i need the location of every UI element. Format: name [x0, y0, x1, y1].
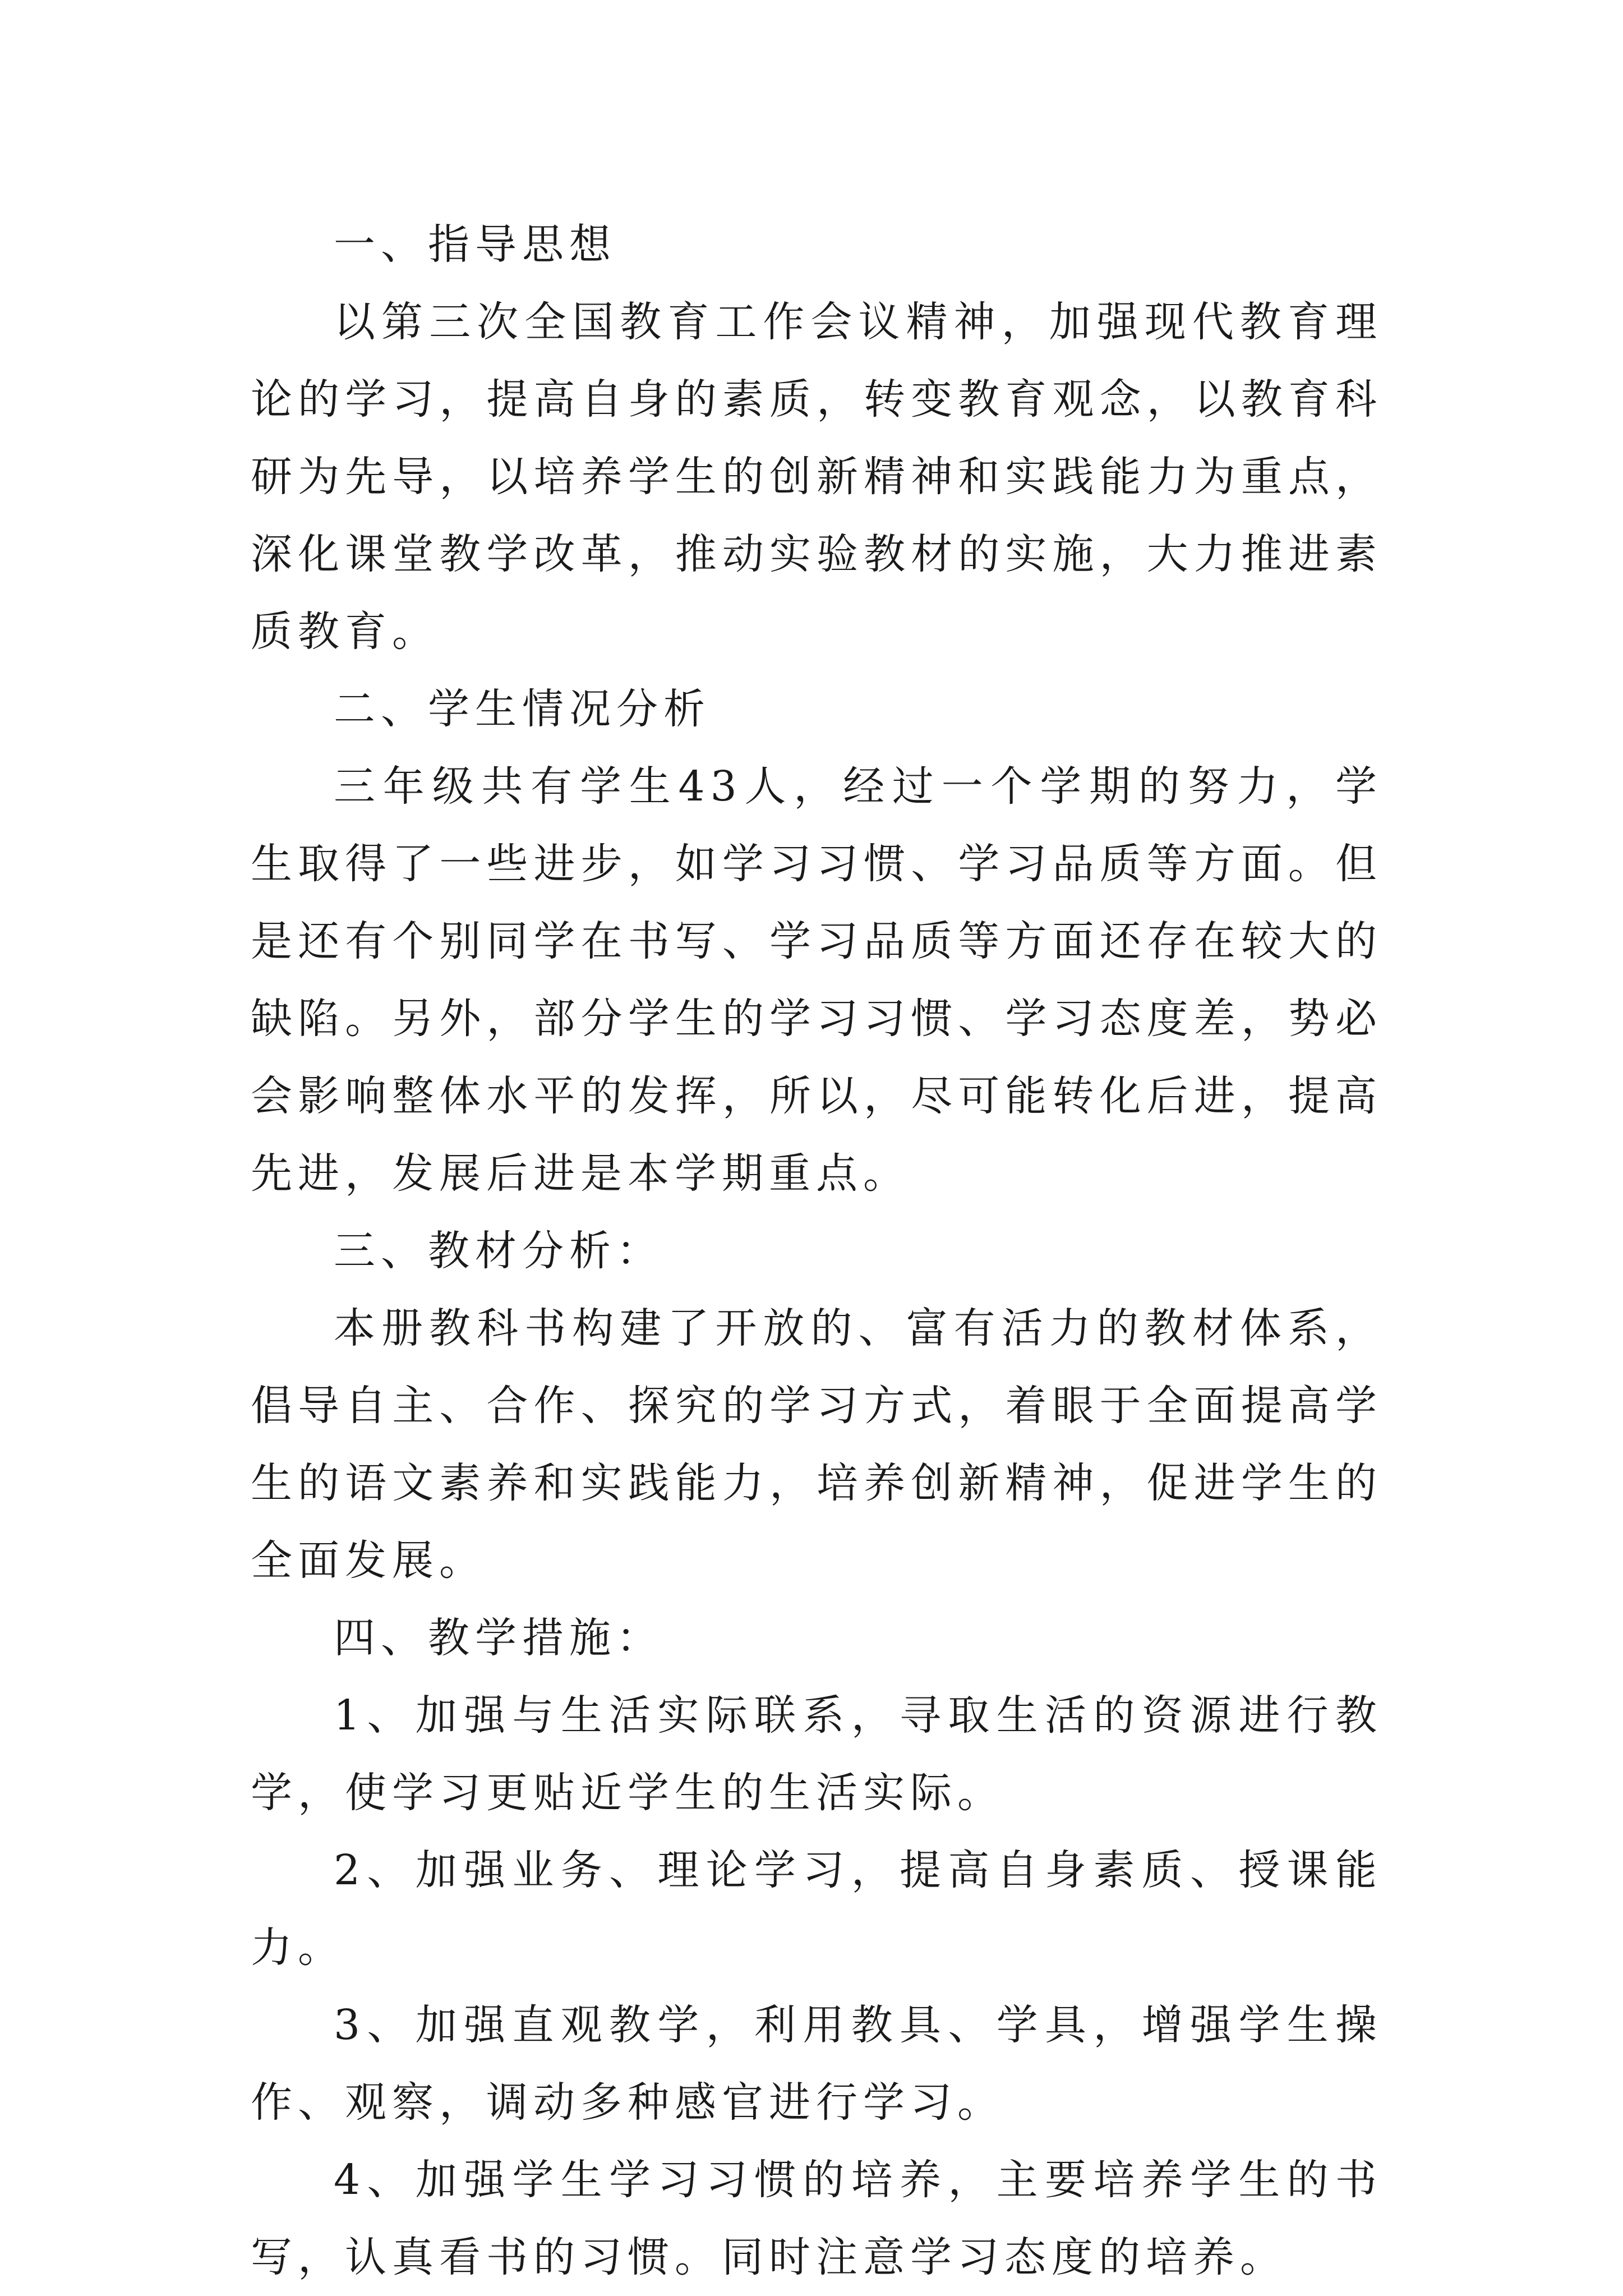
- paragraph-textbook-analysis: 本册教科书构建了开放的、富有活力的教材体系，倡导自主、合作、探究的学习方式，着眼于全面提高学生的语文素养和实践能力，培养创新精神，促进学生的全面发展。: [251, 1304, 1382, 1585]
- section-heading-textbook-analysis: 三、教材分析：: [334, 1227, 663, 1275]
- section-heading-guiding-ideology: 一、指导思想: [334, 220, 616, 269]
- measure-item-3: 3、加强直观教学，利用教具、学具，增强学生操作、观察，调动多种感官进行学习。: [251, 2001, 1382, 2127]
- section-heading-student-analysis: 二、学生情况分析: [334, 685, 711, 733]
- measure-item-1: 1、加强与生活实际联系，寻取生活的资源进行教学，使学习更贴近学生的生活实际。: [251, 1691, 1382, 1817]
- section-heading-teaching-measures: 四、教学措施：: [334, 1614, 663, 1662]
- document-body: [251, 206, 1382, 2296]
- paragraph-student-analysis: 三年级共有学生43人，经过一个学期的努力，学生取得了一些进步，如学习习惯、学习品质等方面。但是还有个别同学在书写、学习品质等方面还存在较大的缺陷。另外，部分学生的学习习惯、学习态度差，势必会影响整体水平的发挥，所以，尽可能转化后进，提高先进，发展后进是本学期重点。: [251, 762, 1382, 1198]
- measure-item-4: 4、加强学生学习习惯的培养，主要培养学生的书写，认真看书的习惯。同时注意学习态度的培养。: [251, 2156, 1382, 2281]
- paragraph-guiding-ideology: 以第三次全国教育工作会议精神，加强现代教育理论的学习，提高自身的素质，转变教育观念，以教育科研为先导，以培养学生的创新精神和实践能力为重点，深化课堂教学改革，推动实验教材的实施，大力推进素质教育。: [251, 298, 1382, 656]
- measure-item-2: 2、加强业务、理论学习，提高自身素质、授课能力。: [251, 1846, 1382, 1972]
